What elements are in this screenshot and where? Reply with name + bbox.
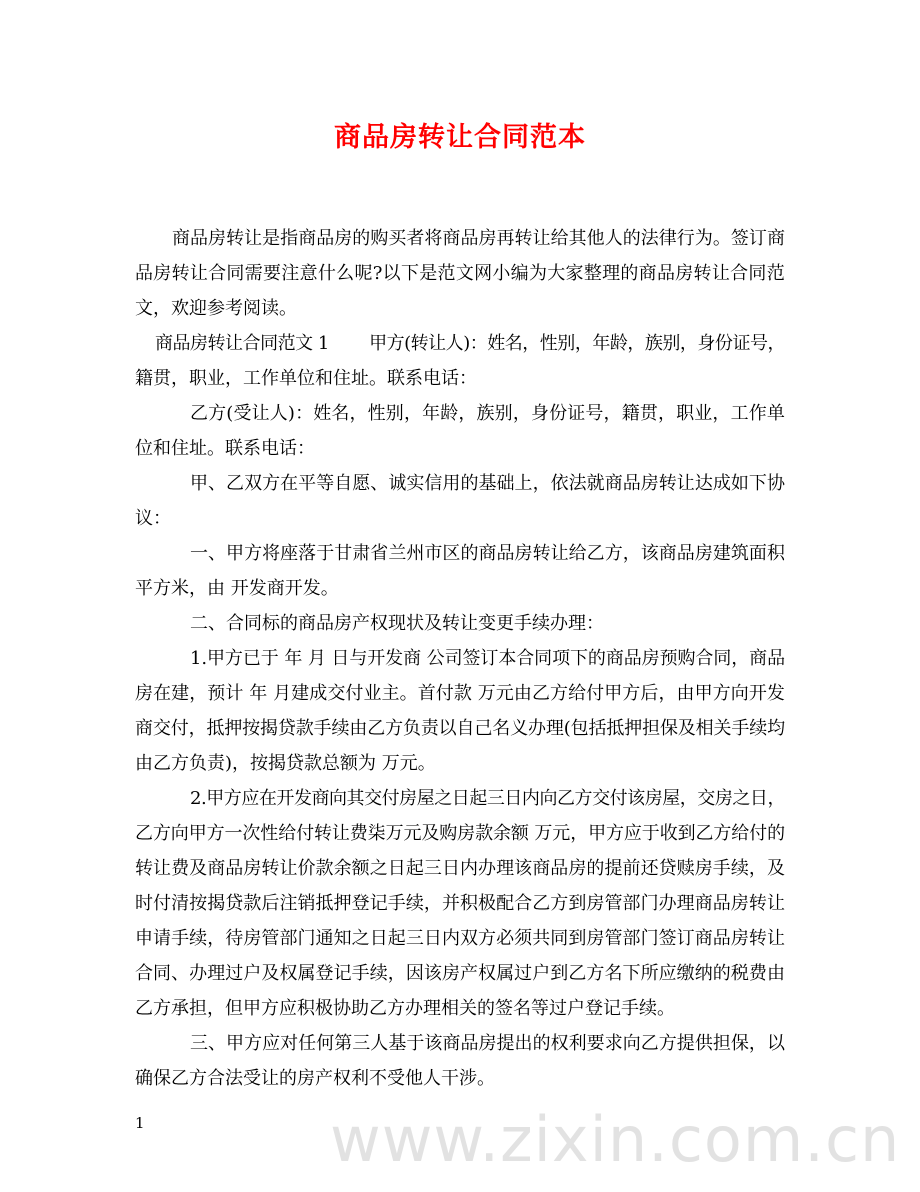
paragraph-line: [135, 856, 785, 882]
paragraph-line-text: 二、合同标的商品房产权现状及转让变更手续办理：: [190, 613, 604, 634]
document-title: 商品房转让合同范本: [334, 122, 586, 153]
paragraph-line-text: 时付清按揭贷款后注销抵押登记手续，并积极配合乙方到房管部门办理商品房转让: [135, 893, 786, 914]
paragraph-line: [135, 261, 785, 287]
paragraph-line-text: 商交付，抵押按揭贷款手续由乙方负责以自己名义办理(包括抵押担保及相关手续均: [135, 718, 785, 739]
paragraph-line-text: 房在建，预计 年 月建成交付业主。首付款 万元由乙方给付甲方后，由甲方向开发: [135, 683, 785, 704]
paragraph-line-text: 三、甲方应对任何第三人基于该商品房提出的权利要求向乙方提供担保，以: [190, 1033, 785, 1054]
paragraph-line-text: 转让费及商品房转让价款余额之日起三日内办理该商品房的提前还贷赎房手续，及: [135, 858, 786, 879]
paragraph-line: [135, 786, 785, 812]
paragraph-line: [135, 226, 785, 252]
paragraph-line: [135, 751, 785, 777]
page-number: 1: [135, 1114, 145, 1132]
paragraph-line-text: 甲、乙双方在平等自愿、诚实信用的基础上，依法就商品房转让达成如下协: [190, 473, 785, 494]
paragraph-line: [135, 436, 785, 462]
paragraph-line: [135, 576, 785, 602]
paragraph-line: [135, 296, 785, 322]
paragraph-line-text: 一、甲方将座落于甘肃省兰州市区的商品房转让给乙方，该商品房建筑面积: [190, 543, 785, 564]
paragraph-line: [135, 541, 785, 567]
paragraph-line: [135, 401, 785, 427]
paragraph-line: [135, 716, 785, 742]
paragraph-line-text: 乙方承担，但甲方应积极协助乙方办理相关的签名等过户登记手续。: [135, 998, 675, 1019]
paragraph-line-text: 乙方(受让人)：姓名，性别，年龄，族别，身份证号，籍贯，职业，工作单: [190, 403, 786, 424]
paragraph-line-text: 商品房转让合同范文 1 甲方(转让人)：姓名，性别，年龄，族别，身份证号，: [155, 333, 785, 354]
paragraph-line-text: 位和住址。联系电话：: [135, 438, 315, 459]
paragraph-line-text: 确保乙方合法受让的房产权利不受他人干涉。: [135, 1068, 495, 1089]
paragraph-line-text: 合同、办理过户及权属登记手续，因该房产权属过户到乙方名下所应缴纳的税费由: [135, 963, 786, 984]
paragraph-line-text: 文，欢迎参考阅读。: [135, 298, 297, 319]
paragraph-line: [135, 331, 785, 357]
paragraph-line: [135, 681, 785, 707]
paragraph-line-text: 品房转让合同需要注意什么呢?以下是范文网小编为大家整理的商品房转让合同范: [135, 263, 785, 284]
paragraph-line: [135, 891, 785, 917]
paragraph-line: [135, 996, 785, 1022]
paragraph-line-text: 乙方向甲方一次性给付转让费柒万元及购房款余额 万元，甲方应于收到乙方给付的: [135, 823, 785, 844]
paragraph-line: [135, 961, 785, 987]
watermark: www.zixin.com.cn: [330, 1103, 901, 1176]
paragraph-line: [135, 646, 785, 672]
paragraph-line-text: 申请手续，待房管部门通知之日起三日内双方必须共同到房管部门签订商品房转让: [135, 928, 786, 949]
paragraph-line-text: 商品房转让是指商品房的购买者将商品房再转让给其他人的法律行为。签订商: [172, 228, 785, 249]
paragraph-line: [135, 1031, 785, 1057]
paragraph-line: [135, 471, 785, 497]
paragraph-line-text: 1.甲方已于 年 月 日与开发商 公司签订本合同项下的商品房预购合同，商品: [190, 648, 785, 669]
paragraph-line-text: 由乙方负责)，按揭贷款总额为 万元。: [135, 753, 436, 774]
paragraph-line: [135, 506, 785, 532]
paragraph-line: [135, 611, 785, 637]
paragraph-line-text: 议：: [135, 508, 171, 529]
paragraph-line-text: 平方米，由 开发商开发。: [135, 578, 339, 599]
paragraph-line: [135, 926, 785, 952]
paragraph-line-text: 2.甲方应在开发商向其交付房屋之日起三日内向乙方交付该房屋，交房之日，: [190, 788, 786, 809]
paragraph-line: [135, 366, 785, 392]
paragraph-line: [135, 1066, 785, 1092]
paragraph-line-text: 籍贯，职业，工作单位和住址。联系电话：: [135, 368, 477, 389]
paragraph-line: [135, 821, 785, 847]
